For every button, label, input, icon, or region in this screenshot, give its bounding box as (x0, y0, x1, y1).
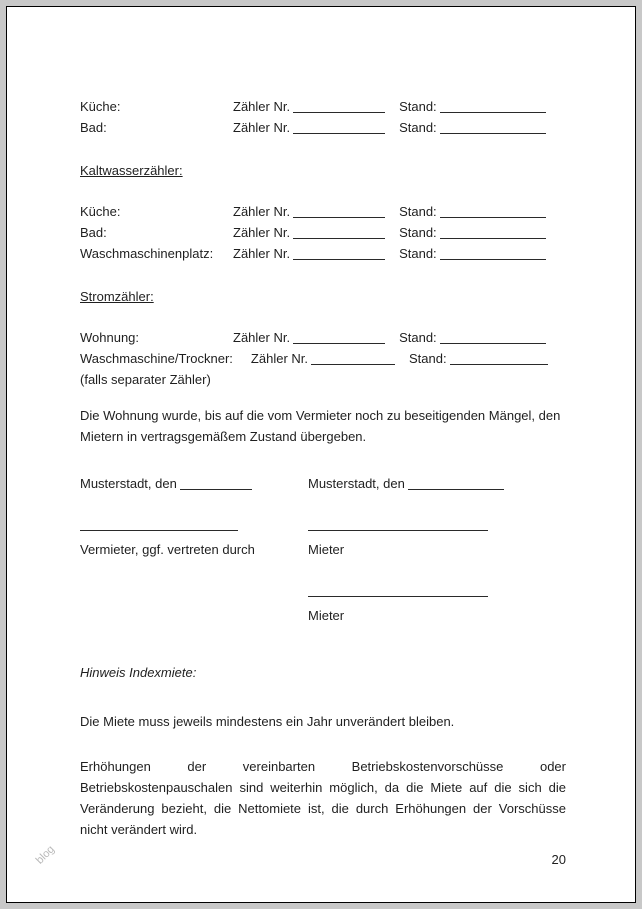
signature-lines-row (80, 516, 566, 537)
meter-row (80, 222, 566, 243)
section-heading-kaltwasser: Kaltwasserzähler: (80, 163, 183, 178)
stand-line (450, 353, 548, 365)
signature-right (308, 516, 566, 537)
page-content (7, 7, 635, 870)
row-label: Waschmaschinenplatz: (80, 246, 214, 261)
zaehler-nr-label: Zähler Nr. (233, 120, 291, 135)
document-page (6, 6, 636, 903)
stand-label: Stand: (409, 351, 447, 366)
stand-line (440, 206, 546, 218)
meter-row (80, 348, 566, 369)
place-date-left: Musterstadt, den (80, 473, 308, 494)
watermark-text: blog (33, 843, 57, 867)
meter-row (80, 201, 566, 222)
stand-label: Stand: (399, 120, 437, 135)
row-label: Wohnung: (80, 330, 140, 345)
meter-row (80, 117, 566, 138)
zaehler-line (293, 332, 385, 344)
second-mieter-signature (308, 582, 566, 626)
section-heading-strom: Stromzähler: (80, 289, 154, 304)
zaehler-nr-label: Zähler Nr. (233, 99, 291, 114)
page-number: 20 (551, 852, 566, 867)
zaehler-nr-label: Zähler Nr. (233, 204, 291, 219)
mieter-label: Mieter (308, 542, 345, 557)
row-label: Bad: (80, 225, 107, 240)
stand-line (440, 332, 546, 344)
zaehler-nr-label: Zähler Nr. (250, 351, 308, 366)
meter-row (80, 327, 566, 348)
stand-label: Stand: (399, 225, 437, 240)
stand-label: Stand: (399, 246, 437, 261)
signature-line (308, 519, 488, 531)
stand-label: Stand: (399, 330, 437, 345)
zaehler-nr-label: Zähler Nr. (233, 246, 291, 261)
place-date-row (80, 473, 566, 494)
stand-label: Stand: (399, 99, 437, 114)
row-label: Waschmaschine/Trockner: (80, 351, 233, 366)
meter-row (80, 243, 566, 264)
zaehler-line (293, 248, 385, 260)
zaehler-line (293, 227, 385, 239)
zaehler-line (293, 101, 385, 113)
signature-line (308, 585, 488, 597)
hinweis-sentence: Die Miete muss jeweils mindestens ein Jahr unverändert bleiben. (80, 714, 455, 729)
zaehler-nr-label: Zähler Nr. (233, 225, 291, 240)
stand-line (440, 227, 546, 239)
stand-line (440, 248, 546, 260)
signature-left (80, 516, 308, 537)
zaehler-line (293, 122, 385, 134)
signature-labels-row (80, 539, 566, 560)
date-line (180, 478, 252, 490)
zaehler-line (311, 353, 395, 365)
mieter-label: Mieter (308, 608, 345, 623)
row-label: Bad: (80, 120, 107, 135)
stand-line (440, 122, 546, 134)
stand-label: Stand: (399, 204, 437, 219)
handover-paragraph: Die Wohnung wurde, bis auf die vom Vermieter noch zu beseitigenden Mängel, den Mietern in vertragsgemäßem Zustand übergeben. (80, 408, 561, 444)
row-label: Küche: (80, 204, 121, 219)
zaehler-line (293, 206, 385, 218)
hinweis-heading: Hinweis Indexmiete: (80, 665, 197, 680)
stand-line (440, 101, 546, 113)
place-date-right: Musterstadt, den (308, 473, 566, 494)
separate-meter-note: (falls separater Zähler) (80, 372, 211, 387)
row-label: Küche: (80, 99, 121, 114)
hinweis-paragraph: Erhöhungen der vereinbarten Betriebskostenvorschüsse oder Betriebskostenpauschalen sind weiterhin möglich, da die Miete auf die sich die Veränderung bezieht, die Nettomiete ist, die durch Erhöhungen der Vorschüsse nicht verändert wird. (80, 759, 566, 837)
signature-line (80, 519, 238, 531)
zaehler-nr-label: Zähler Nr. (233, 330, 291, 345)
date-line (408, 478, 504, 490)
vermieter-label: Vermieter, ggf. vertreten durch (80, 542, 255, 557)
meter-row (80, 96, 566, 117)
